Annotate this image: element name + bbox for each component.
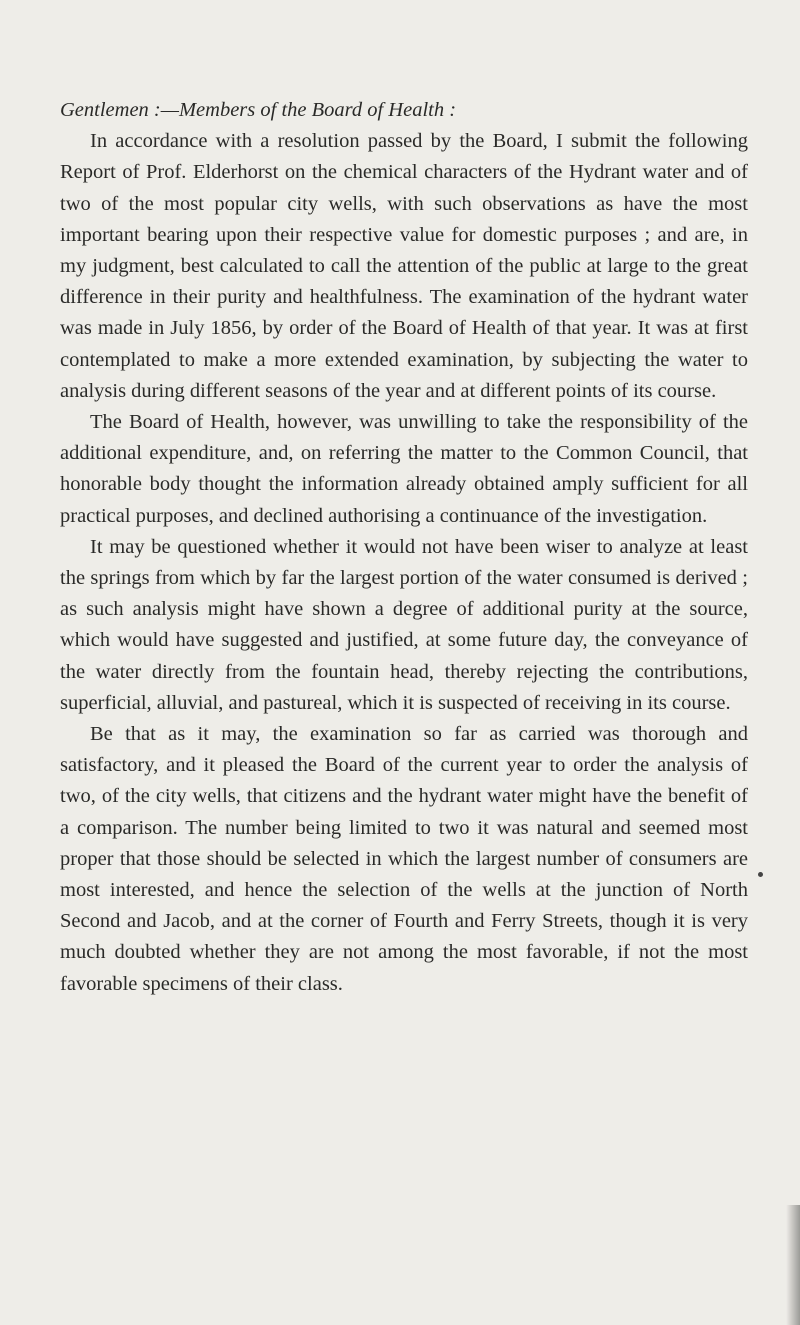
body-text	[60, 95, 748, 1000]
salutation: Gentlemen :—Members of the Board of Health :	[60, 99, 457, 121]
margin-dot-mark	[758, 872, 763, 877]
paragraph-4: Be that as it may, the examination so far as carried was thorough and satisfactory, and it pleased the Board of the current year to order the analysis of two, of the city wells, that citizens and the hydrant water might have the benefit of a comparison. The number being limited to two it was natural and seemed most proper that those should be selected in which the largest number of consumers are most interested, and hence the selection of the wells at the junction of North Second and Jacob, and at the corner of Fourth and Ferry Streets, though it is very much doubted whether they are not among the most favorable, if not the most favorable specimens of their class.	[60, 723, 748, 995]
paragraph-1: In accordance with a resolution passed by the Board, I submit the following Report of Prof. Elderhorst on the chemical characters of the Hydrant water and of two of the most popular city wells, with such observations as have the most important bearing upon their respective value for domestic purposes ; and are, in my judgment, best calculated to call the attention of the public at large to the great difference in their purity and healthfulness. The examination of the hydrant water was made in July 1856, by order of the Board of Health of that year. It was at first contemplated to make a more extended examination, by subjecting the water to analysis during different seasons of the year and at different points of its course.	[60, 130, 748, 402]
paragraph-2: The Board of Health, however, was unwilling to take the responsibility of the additional expenditure, and, on referring the matter to the Common Council, that honorable body thought the information already obtained amply sufficient for all practical purposes, and declined authorising a continuance of the investigation.	[60, 411, 748, 527]
paragraph-3: It may be questioned whether it would not have been wiser to analyze at least the springs from which by far the largest portion of the water consumed is derived ; as such analysis might have shown a degree of additional purity at the source, which would have suggested and justified, at some future day, the conveyance of the water directly from the fountain head, thereby rejecting the contributions, superficial, alluvial, and pastureal, which it is suspected of receiving in its course.	[60, 535, 748, 714]
page-edge-shadow	[786, 1205, 800, 1325]
